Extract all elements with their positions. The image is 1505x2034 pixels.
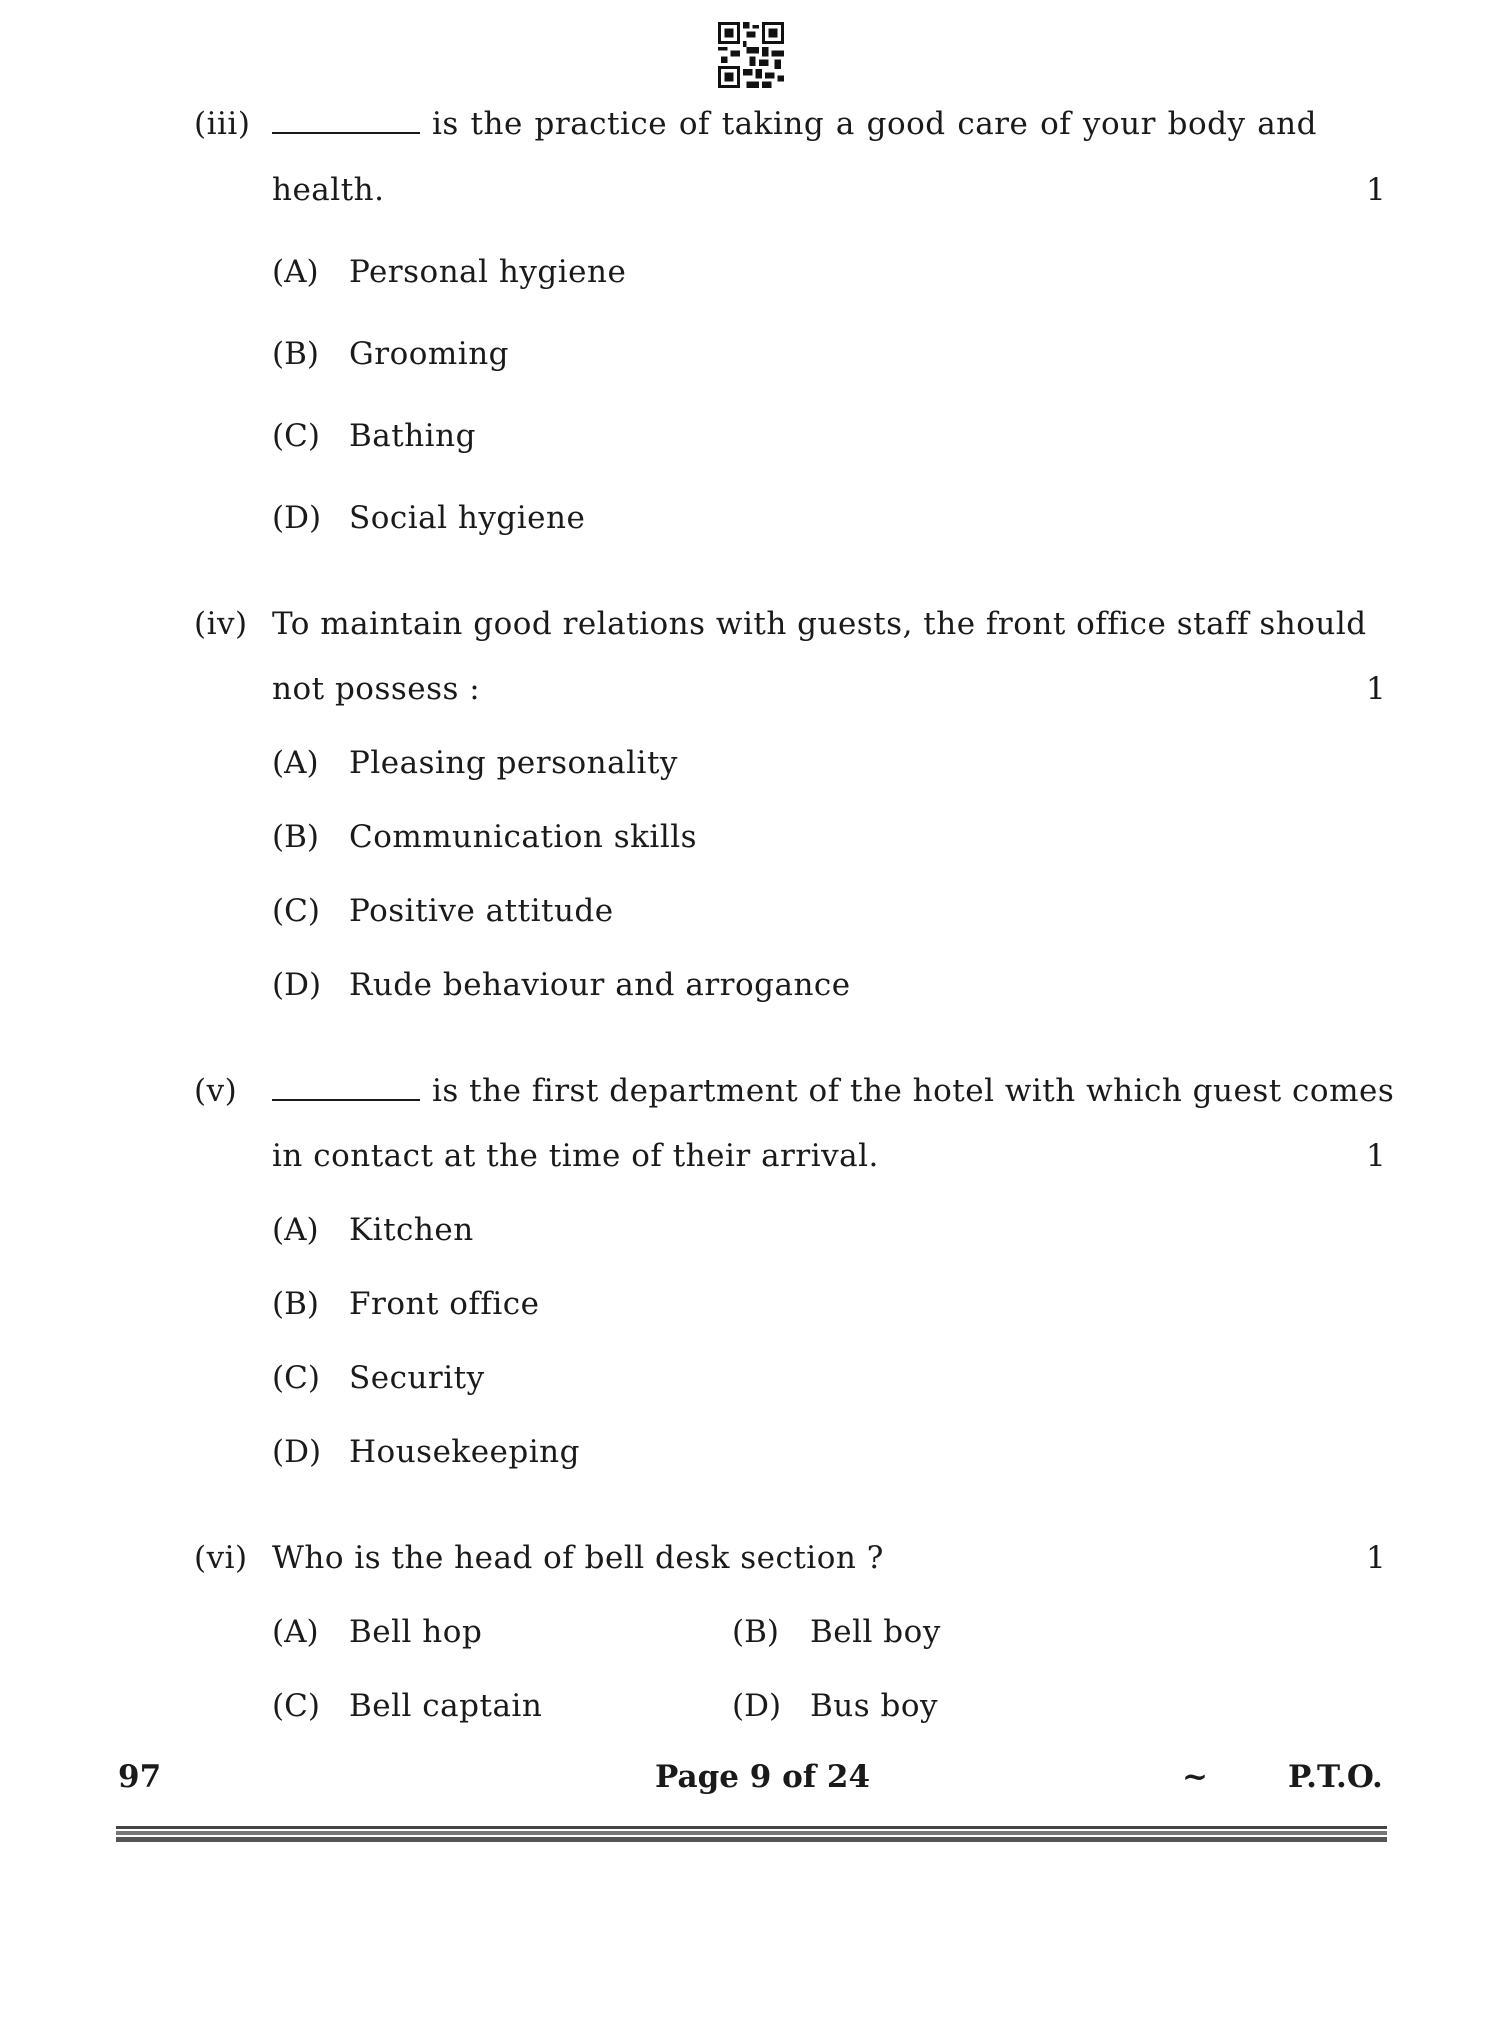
question-number: (iii): [194, 106, 251, 142]
question-number: (v): [194, 1073, 238, 1109]
question-stem-line2: not possess :: [272, 671, 481, 707]
option-text-d: Social hygiene: [349, 500, 586, 536]
option-label-c: (C): [272, 1360, 320, 1396]
option-label-a: (A): [272, 1614, 319, 1650]
question-stem-line2: in contact at the time of their arrival.: [272, 1138, 879, 1174]
question-marks: 1: [1366, 172, 1386, 208]
option-label-b: (B): [732, 1614, 779, 1650]
pto-label: P.T.O.: [1288, 1759, 1383, 1795]
option-label-c: (C): [272, 893, 320, 929]
question-stem-line1: is the first department of the hotel with which guest comes: [272, 1073, 1317, 1109]
question-marks: 1: [1366, 1138, 1386, 1174]
option-label-b: (B): [272, 819, 319, 855]
tilde-mark: ~: [1182, 1759, 1208, 1795]
answer-blank: [272, 1079, 420, 1101]
option-label-c: (C): [272, 1688, 320, 1724]
option-label-a: (A): [272, 254, 319, 290]
option-text-b: Bell boy: [810, 1614, 941, 1650]
option-label-d: (D): [272, 1434, 322, 1470]
question-marks: 1: [1366, 1540, 1386, 1576]
paper-code: 97: [118, 1759, 162, 1795]
option-text-c: Positive attitude: [349, 893, 614, 929]
question-stem-line2: health.: [272, 172, 385, 208]
question-stem-line1: Who is the head of bell desk section ?: [272, 1540, 884, 1576]
option-text-b: Communication skills: [349, 819, 698, 855]
option-label-a: (A): [272, 1212, 319, 1248]
option-text-c: Bell captain: [349, 1688, 543, 1724]
option-text-a: Personal hygiene: [349, 254, 627, 290]
question-marks: 1: [1366, 671, 1386, 707]
option-text-d: Bus boy: [810, 1688, 939, 1724]
footer-rule-middle: [116, 1831, 1387, 1835]
option-text-b: Grooming: [349, 336, 510, 372]
option-text-b: Front office: [349, 1286, 540, 1322]
option-text-a: Pleasing personality: [349, 745, 678, 781]
question-number: (vi): [194, 1540, 248, 1576]
option-label-d: (D): [272, 967, 322, 1003]
question-stem-line1: is the practice of taking a good care of your body and: [272, 106, 1317, 142]
option-label-a: (A): [272, 745, 319, 781]
option-text-d: Rude behaviour and arrogance: [349, 967, 851, 1003]
option-text-c: Bathing: [349, 418, 476, 454]
option-label-b: (B): [272, 1286, 319, 1322]
footer-rule-top: [116, 1826, 1387, 1829]
question-number: (iv): [194, 606, 248, 642]
qr-code-icon: [718, 22, 784, 88]
option-text-c: Security: [349, 1360, 485, 1396]
option-text-a: Bell hop: [349, 1614, 483, 1650]
page-number: Page 9 of 24: [655, 1759, 871, 1795]
option-text-a: Kitchen: [349, 1212, 474, 1248]
answer-blank: [272, 112, 420, 134]
option-label-b: (B): [272, 336, 319, 372]
option-text-d: Housekeeping: [349, 1434, 580, 1470]
footer-rule-bottom: [116, 1837, 1387, 1842]
option-label-c: (C): [272, 418, 320, 454]
question-stem-line1: To maintain good relations with guests, the front office staff should: [272, 606, 1367, 642]
option-label-d: (D): [272, 500, 322, 536]
option-label-d: (D): [732, 1688, 782, 1724]
